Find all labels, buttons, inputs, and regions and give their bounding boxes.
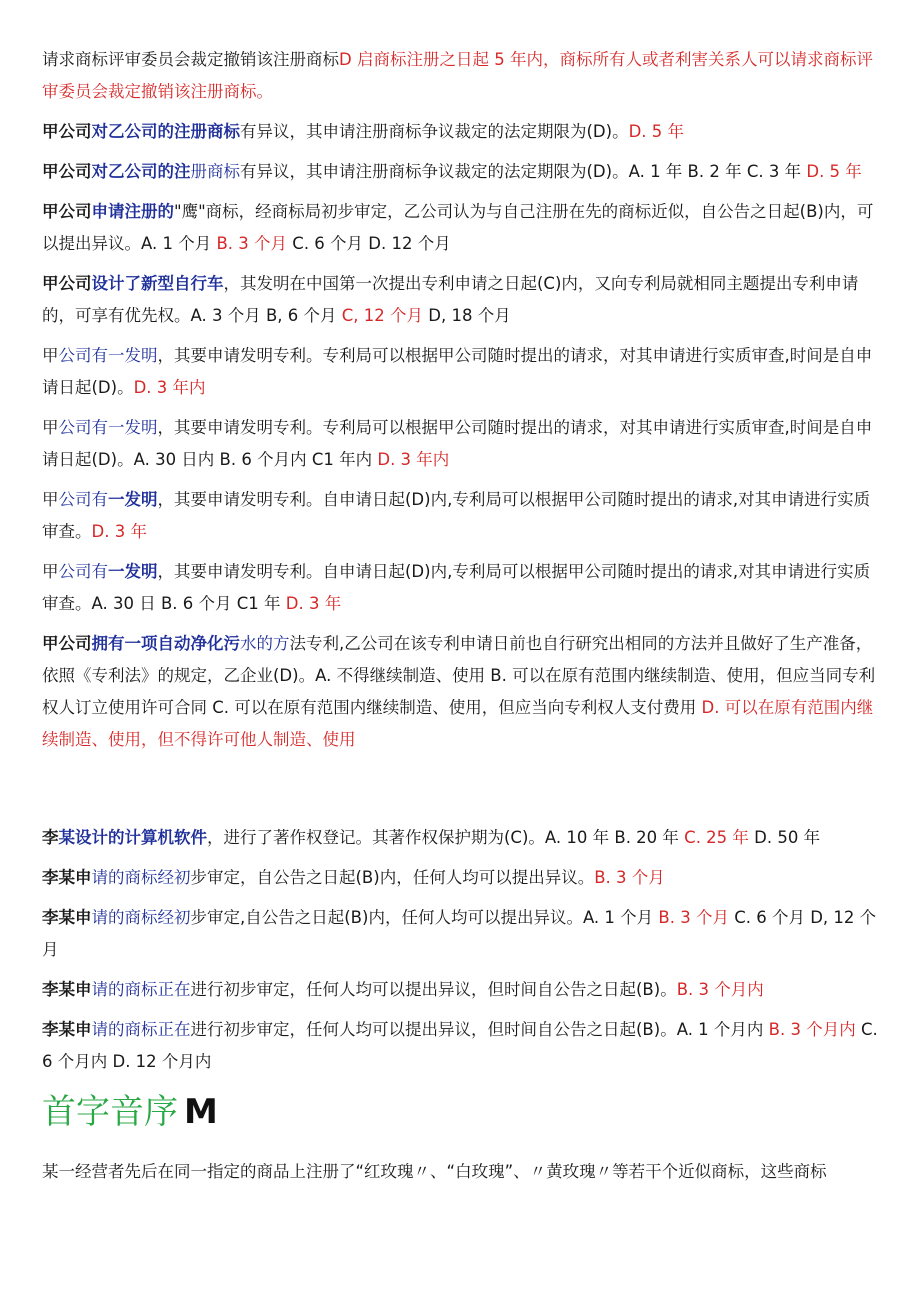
text-run: 册商标 (190, 162, 240, 181)
text-run: 甲 (42, 418, 59, 437)
answer-text: B. 3 个月 (594, 868, 665, 887)
answer-text: B. 3 个月内 (676, 980, 764, 999)
answer-text: C, 12 个月 (341, 306, 424, 325)
heading-letter: M (184, 1092, 218, 1132)
text-run: 有异议，其申请注册商标争议裁定的法定期限为(D)。 (240, 122, 629, 141)
text-run: 一发明 (108, 490, 158, 509)
answer-text: C. 25 年 (684, 828, 749, 847)
text-run: 请的商标经初 (91, 908, 191, 927)
section-middle (42, 822, 882, 1078)
text-run: ，其要申请发明专利。自申请日起(D)内,专利局可以根据甲公司随时提出的请求,对其申请进行实质审查。A. 30 日 B. 6 个月 C1 年 (42, 562, 871, 613)
text-run: "鹰"商标，经商标局初步审定，乙公司认为与自己注册在先的商标近似，自公告之日起(B)内，可以提出异议。A. 1 个月 (42, 202, 874, 253)
text-run: 甲 (42, 490, 59, 509)
section-top (42, 44, 882, 756)
question-paragraph (42, 902, 882, 966)
text-run: 李 (42, 828, 59, 847)
text-run: ，其要申请发明专利。专利局可以根据甲公司随时提出的请求，对其申请进行实质审查,时间是自申请日起(D)。A. 30 日内 B. 6 个月内 C1 年内 (42, 418, 873, 469)
text-run: 甲公司 (42, 274, 92, 293)
question-paragraph (42, 556, 882, 620)
text-run: 有异议，其申请注册商标争议裁定的法定期限为(D)。A. 1 年 B. 2 年 C. 3 年 (240, 162, 807, 181)
question-paragraph (42, 822, 882, 854)
answer-text: D. 5 年 (628, 122, 685, 141)
text-run: 请的商标正在 (91, 1020, 191, 1039)
text-run: 步审定，自公告之日起(B)内，任何人均可以提出异议。 (190, 868, 595, 887)
text-run: C. 6 个月 D. 12 个月 (287, 234, 451, 253)
section-gap (42, 764, 882, 822)
text-run: 某设计的计算机软件 (58, 828, 207, 847)
text-run: ，进行了著作权登记。其著作权保护期为(C)。A. 10 年 B. 20 年 (207, 828, 685, 847)
text-run: C. 6 个月内 D. 12 个月内 (42, 1020, 878, 1071)
answer-text: D. 3 年 (91, 522, 147, 541)
question-paragraph (42, 268, 882, 332)
answer-text: B. 3 个月 (658, 908, 729, 927)
text-run: 李某申 (42, 1020, 92, 1039)
answer-text: D. 3 年内 (377, 450, 450, 469)
text-run: 拥有一项自动净化污 (91, 634, 240, 653)
question-paragraph (42, 412, 882, 476)
question-paragraph (42, 628, 882, 756)
text-run: 进行初步审定，任何人均可以提出异议，但时间自公告之日起(B)。A. 1 个月内 (190, 1020, 769, 1039)
answer-text: D. 3 年内 (133, 378, 206, 397)
text-run: 甲 (42, 346, 59, 365)
answer-text: D. 5 年 (806, 162, 862, 181)
text-run: 李某申 (42, 868, 92, 887)
text-run: 一发明 (108, 562, 158, 581)
answer-text: D. 3 年 (285, 594, 342, 613)
text-run: 请求商标评审委员会裁定撤销该注册商标 (42, 50, 339, 69)
answer-text: B. 3 个月内 (768, 1020, 856, 1039)
question-paragraph (42, 340, 882, 404)
text-run: 李某申 (42, 980, 92, 999)
text-run: 甲公司 (42, 202, 92, 221)
text-run: 设计了新型自行车 (91, 274, 224, 293)
text-run: 申请注册的 (91, 202, 174, 221)
answer-text: B. 3 个月 (216, 234, 288, 253)
section-heading (42, 1092, 882, 1132)
text-run: 甲 (42, 562, 59, 581)
text-run: 步审定,自公告之日起(B)内，任何人均可以提出异议。A. 1 个月 (190, 908, 659, 927)
text-run: D. 50 年 (748, 828, 821, 847)
text-run: 请的商标经初 (91, 868, 191, 887)
text-run: 甲公司 (42, 634, 92, 653)
text-run: 甲公司 (42, 162, 92, 181)
text-run: 请的商标正在 (91, 980, 191, 999)
question-paragraph (42, 484, 882, 548)
text-run: 水的方 (240, 634, 290, 653)
question-paragraph (42, 44, 882, 108)
text-run: C. 6 个月 D, 12 个月 (42, 908, 877, 959)
text-run: ，其要申请发明专利。专利局可以根据甲公司随时提出的请求，对其申请进行实质审查,时间是自申请日起(D)。 (42, 346, 873, 397)
question-paragraph (42, 116, 882, 148)
text-run: 公司有 (58, 490, 108, 509)
answer-text: D. 可以在原有范围内继续制造、使用，但不得许可他人制造、使用 (42, 698, 874, 749)
answer-text: D 启商标注册之日起 5 年内，商标所有人或者利害关系人可以请求商标评审委员会裁定撤销该注册商标。 (42, 50, 873, 101)
text-run: 公司有 (58, 562, 108, 581)
question-paragraph (42, 156, 882, 188)
heading-text: 首字音序 (42, 1092, 178, 1132)
question-paragraph (42, 1014, 882, 1078)
text-run: 进行初步审定，任何人均可以提出异议，但时间自公告之日起(B)。 (190, 980, 677, 999)
question-paragraph (42, 196, 882, 260)
text-run: ，其发明在中国第一次提出专利申请之日起(C)内，又向专利局就相同主题提出专利申请的，可享有优先权。A. 3 个月 B, 6 个月 (42, 274, 859, 325)
text-run: 李某申 (42, 908, 92, 927)
text-run: 法专利,乙公司在该专利申请日前也自行研究出相同的方法并且做好了生产准备，依照《专利法》的规定，乙企业(D)。A. 不得继续制造、使用 B. 可以在原有范围内继续制造、使用，但应当同专利权人订立使用许可合同 C. 可以在原有范围内继续制造、使用，但应当向专利权人支付费用 (42, 634, 876, 717)
text-run: 公司有一发明 (58, 346, 158, 365)
question-paragraph (42, 974, 882, 1006)
text-run: 对乙公司的注 (91, 162, 191, 181)
text-run: D, 18 个月 (423, 306, 511, 325)
question-paragraph (42, 1156, 882, 1188)
text-run: 对乙公司的注册商标 (91, 122, 240, 141)
section-bottom (42, 1156, 882, 1188)
text-run: 公司有一发明 (58, 418, 158, 437)
question-paragraph (42, 862, 882, 894)
text-run: 某一经营者先后在同一指定的商品上注册了“红玫瑰〃、“白玫瑰”、〃黄玫瑰〃等若干个近似商标，这些商标 (42, 1162, 827, 1181)
text-run: 甲公司 (42, 122, 92, 141)
text-run: ，其要申请发明专利。自申请日起(D)内,专利局可以根据甲公司随时提出的请求,对其申请进行实质审查。 (42, 490, 871, 541)
